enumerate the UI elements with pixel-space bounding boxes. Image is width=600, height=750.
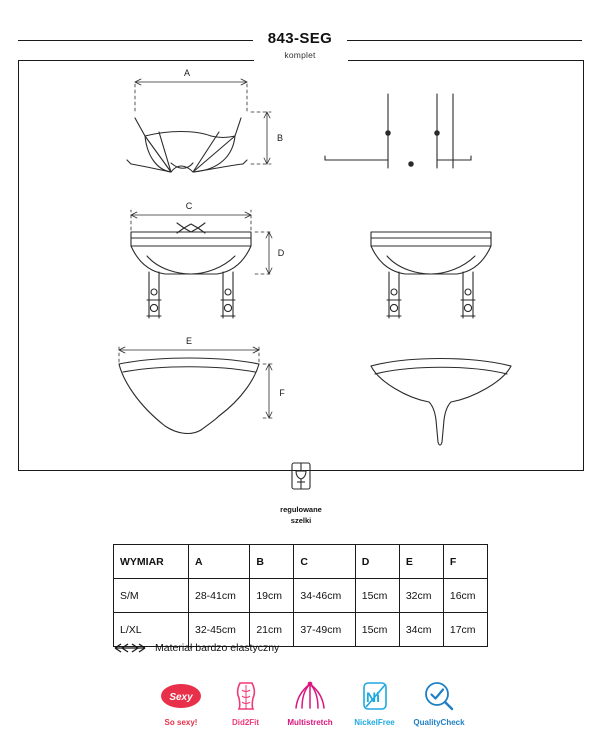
page-subtitle: komplet (284, 50, 316, 60)
cell-sm-d: 15cm (355, 579, 399, 613)
table-header-c: C (294, 545, 355, 579)
badge-label-multistretch: Multistretch (287, 718, 333, 727)
straps-label-line2: szelki (290, 516, 312, 525)
garter-belt-back-view (371, 232, 491, 318)
adjustable-strap-icon (287, 462, 315, 496)
badge-label-quality-check: QualityCheck (413, 718, 465, 727)
badge-label-so-sexy: So sexy! (164, 718, 198, 727)
cell-sm-b: 19cm (250, 579, 294, 613)
multistretch-icon (279, 678, 341, 714)
so-sexy-icon (150, 678, 212, 714)
cell-sm-c: 34-46cm (294, 579, 355, 613)
label-a: A (183, 68, 191, 78)
table-header-d: D (355, 545, 399, 579)
cell-lxl-a: 32-45cm (189, 613, 250, 647)
table-header-e: E (399, 545, 443, 579)
table-header-a: A (189, 545, 250, 579)
row-size-lxl: L/XL (114, 613, 189, 647)
size-table (113, 544, 488, 647)
table-header-f: F (443, 545, 487, 579)
badge-did2fit (215, 678, 277, 727)
size-table-wrapper (113, 544, 488, 647)
adjustable-straps-note (271, 462, 331, 526)
cell-lxl-c: 37-49cm (294, 613, 355, 647)
badge-multistretch (279, 678, 341, 727)
bra-front-view (127, 118, 247, 172)
table-header-wymiar: WYMIAR (114, 545, 189, 579)
svg-text:Ni: Ni (365, 689, 380, 705)
garter-belt-front-view (131, 223, 251, 318)
thong-front-view (119, 358, 259, 433)
stretch-note-text: Materiał bardzo elastyczny (155, 642, 280, 654)
nickel-free-icon (344, 678, 406, 714)
dimension-c (131, 210, 251, 230)
badge-nickel-free (344, 678, 406, 727)
cell-lxl-d: 15cm (355, 613, 399, 647)
did2fit-icon (215, 678, 277, 714)
technical-drawing-frame (18, 60, 584, 471)
thong-back-view (371, 359, 511, 446)
cell-sm-a: 28-41cm (189, 579, 250, 613)
badge-so-sexy (150, 678, 212, 727)
feature-badges (150, 678, 470, 727)
cell-lxl-e: 34cm (399, 613, 443, 647)
dimension-e (119, 346, 259, 362)
badge-label-nickel-free: NickelFree (354, 718, 395, 727)
double-arrow-icon (113, 643, 147, 653)
table-row (114, 579, 488, 613)
row-size-sm: S/M (114, 579, 189, 613)
page-title: 843-SEG (267, 30, 333, 47)
badge-label-did2fit: Did2Fit (231, 718, 260, 727)
quality-check-icon (408, 678, 470, 714)
cell-sm-f: 16cm (443, 579, 487, 613)
bra-back-view (325, 94, 471, 168)
dimension-d (255, 232, 273, 274)
svg-text:Sexy: Sexy (169, 692, 193, 703)
table-header-b: B (250, 545, 294, 579)
label-e: E (185, 336, 193, 346)
straps-label-line1: regulowane (280, 505, 322, 514)
stretch-note (113, 642, 279, 654)
label-f: F (279, 388, 285, 398)
label-c: C (185, 201, 193, 211)
table-header-row (114, 545, 488, 579)
dimension-a (135, 79, 247, 112)
badge-quality-check (408, 678, 470, 727)
page-header (0, 30, 600, 60)
cell-sm-e: 32cm (399, 579, 443, 613)
cell-lxl-b: 21cm (250, 613, 294, 647)
label-d: D (277, 248, 285, 258)
cell-lxl-f: 17cm (443, 613, 487, 647)
label-b: B (276, 133, 284, 143)
technical-drawings (19, 60, 583, 470)
dimension-b (251, 112, 271, 164)
dimension-f (263, 364, 275, 418)
